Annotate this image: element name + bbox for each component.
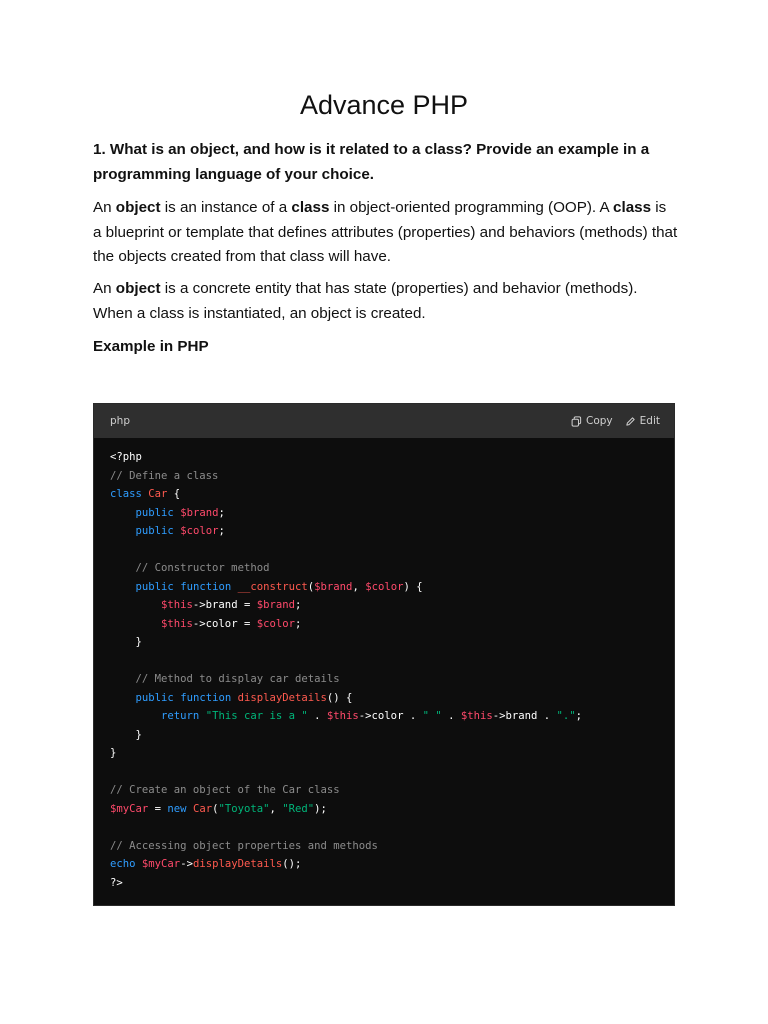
code-token	[110, 599, 161, 611]
example-heading: Example in PHP	[93, 338, 209, 355]
text-run: An	[93, 199, 116, 216]
code-line	[110, 467, 658, 486]
code-token: ;	[575, 710, 583, 722]
code-token: // Accessing object properties and methods	[110, 839, 378, 852]
copy-button[interactable]	[571, 415, 613, 427]
code-token: new	[167, 802, 187, 815]
text-run: is a blueprint or template that defines attributes (properties) and behaviors (methods) that the objects created from that class will have.	[93, 199, 678, 265]
code-token: "."	[556, 710, 576, 722]
code-token: ->brand .	[492, 710, 557, 722]
code-token: // Create an object of the Car class	[110, 784, 340, 796]
paragraph-object-definition	[93, 196, 678, 270]
code-token: public	[135, 580, 174, 593]
code-token: $color	[180, 525, 219, 537]
text-run: An	[93, 280, 116, 297]
code-line	[110, 670, 658, 689]
code-line	[110, 485, 658, 504]
code-token: public	[135, 525, 174, 537]
text-run: in object-oriented programming (OOP). A	[329, 199, 614, 216]
code-token: );	[314, 802, 327, 815]
code-token: return	[161, 710, 200, 722]
code-block	[93, 403, 675, 906]
code-token: $brand	[180, 506, 219, 519]
code-token: // Constructor method	[135, 562, 270, 574]
code-token: " "	[422, 710, 442, 722]
code-token: echo	[110, 858, 136, 870]
bold-term-class: class	[291, 199, 330, 216]
code-token: }	[110, 728, 142, 741]
code-line	[110, 874, 658, 893]
code-token: {	[167, 488, 181, 500]
code-line	[110, 855, 658, 874]
code-line	[110, 837, 658, 856]
code-token: "Toyota"	[218, 802, 270, 815]
code-token: $brand	[314, 580, 353, 593]
code-line	[110, 522, 658, 541]
code-token: .	[441, 710, 461, 722]
code-line	[110, 689, 658, 708]
code-line	[110, 800, 658, 819]
code-token	[110, 692, 136, 704]
code-line	[110, 652, 658, 671]
code-line	[110, 818, 658, 837]
code-token	[110, 618, 161, 630]
code-token: ) {	[403, 580, 423, 593]
code-token: (	[212, 802, 219, 815]
code-token: ;	[294, 617, 302, 630]
code-token: $myCar	[141, 858, 181, 870]
code-line	[110, 541, 658, 560]
code-token: =	[148, 802, 168, 815]
code-line	[110, 633, 658, 652]
code-token: ->color .	[358, 710, 423, 722]
code-line	[110, 448, 658, 467]
text-run: is a concrete entity that has state (properties) and behavior (methods). When a class is instantiated, an object is created.	[93, 280, 638, 322]
edit-label: Edit	[639, 415, 660, 427]
code-language-label: php	[110, 415, 130, 427]
code-token: $brand	[256, 599, 295, 611]
code-token: Car	[148, 488, 168, 500]
code-line	[110, 578, 658, 597]
code-line	[110, 781, 658, 800]
edit-icon	[625, 416, 636, 427]
code-line	[110, 559, 658, 578]
code-token: class	[110, 488, 142, 500]
code-token: $color	[365, 580, 404, 593]
code-token: (	[307, 580, 315, 593]
code-token: ;	[218, 525, 225, 537]
bold-term-object: object	[115, 199, 161, 216]
code-token: }	[110, 636, 142, 648]
code-token: ?>	[110, 876, 123, 889]
code-token: $this	[460, 710, 493, 722]
code-token: // Define a class	[110, 469, 219, 482]
code-token	[110, 525, 136, 537]
question-heading: 1. What is an object, and how is it related to a class? Provide an example in a programming language of your choice.	[93, 141, 650, 183]
code-token: .	[307, 710, 327, 722]
code-line	[110, 596, 658, 615]
code-token: () {	[326, 691, 353, 704]
code-token: public	[135, 691, 174, 704]
code-token: function	[180, 580, 232, 593]
code-line	[110, 707, 658, 726]
code-token	[110, 581, 136, 593]
bold-term-object: object	[115, 280, 161, 297]
code-token: <?php	[110, 451, 142, 463]
code-line	[110, 615, 658, 634]
code-token: }	[110, 747, 117, 759]
code-token: ();	[282, 858, 302, 870]
code-token: $this	[326, 710, 359, 722]
code-token: ->	[180, 858, 193, 870]
edit-button[interactable]	[625, 415, 660, 427]
code-token: $color	[256, 617, 295, 630]
code-line	[110, 726, 658, 745]
code-token: $myCar	[110, 802, 149, 815]
code-token: __construct	[237, 580, 308, 593]
code-token: ,	[269, 802, 283, 815]
code-token	[110, 507, 136, 519]
code-token: public	[135, 506, 174, 519]
code-token: ,	[352, 580, 366, 593]
code-content	[94, 438, 674, 892]
page-title: Advance PHP	[299, 90, 469, 120]
code-token: "This car is a "	[205, 710, 308, 722]
paragraph-object-entity	[93, 277, 678, 326]
code-token: ;	[218, 506, 225, 519]
code-token: function	[180, 691, 232, 704]
code-token	[110, 673, 136, 685]
code-token: "Red"	[282, 802, 315, 815]
code-line	[110, 763, 658, 782]
code-token: displayDetails	[192, 858, 283, 870]
text-run: is an instance of a	[160, 199, 292, 216]
copy-label: Copy	[586, 415, 613, 427]
code-token: ;	[294, 599, 302, 611]
code-token: ->color =	[192, 617, 257, 630]
code-line	[110, 744, 658, 763]
bold-term-class: class	[613, 199, 652, 216]
code-token: $this	[161, 599, 193, 611]
code-block-header	[94, 404, 674, 438]
code-actions	[571, 415, 660, 427]
code-token	[110, 562, 136, 574]
code-token: displayDetails	[237, 691, 327, 704]
copy-icon	[571, 416, 582, 427]
code-token: ->brand =	[192, 599, 257, 611]
code-token: // Method to display car details	[135, 673, 340, 685]
code-token: Car	[192, 802, 213, 815]
code-token	[110, 710, 161, 722]
code-line	[110, 504, 658, 523]
code-token: $this	[161, 617, 193, 630]
